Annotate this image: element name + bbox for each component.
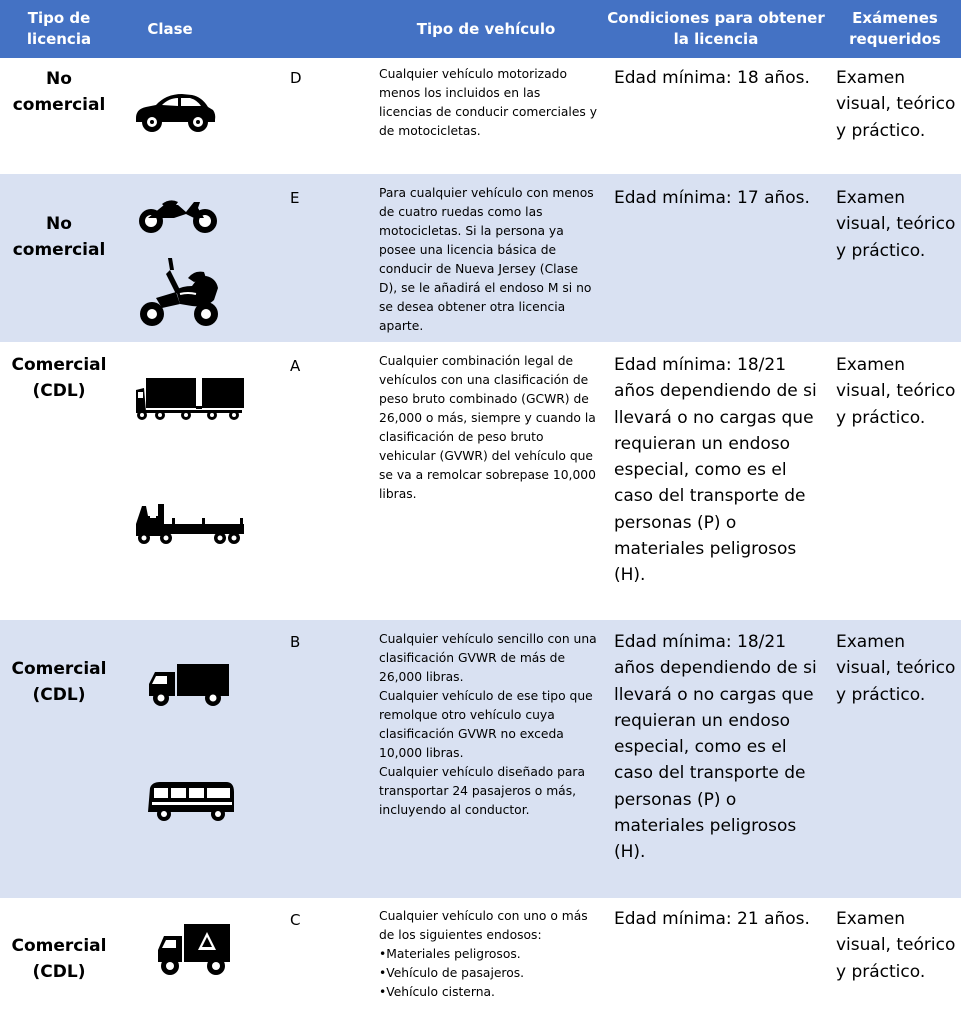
license-type: Comercial (CDL) <box>11 936 107 982</box>
conditions: Edad mínima: 18 años. <box>614 68 810 88</box>
hazmat-truck-icon <box>156 922 232 978</box>
header-examenes: Exámenes requeridos <box>849 9 941 48</box>
table-row <box>0 58 961 174</box>
header-tipo-licencia: Tipo de licencia <box>26 9 92 48</box>
conditions: Edad mínima: 17 años. <box>614 188 810 208</box>
list-item: •Vehículo cisterna. <box>379 985 495 999</box>
list-item: •Vehículo de pasajeros. <box>379 966 525 980</box>
license-type: Comercial (CDL) <box>11 355 107 401</box>
license-class: D <box>290 69 302 87</box>
exams: Examen visual, teórico y práctico. <box>836 355 956 428</box>
license-class: E <box>290 189 300 207</box>
vehicle-type: Para cualquier vehículo con menos de cuatro ruedas como las motocicletas. Si la persona ya posee una licencia básica de conducir de Nueva Jersey (Clase D), se le añadirá el endoso M si no se desea obtener otra licencia aparte. <box>379 186 594 333</box>
exams: Examen visual, teórico y práctico. <box>836 188 956 261</box>
vehicle-type-intro: Cualquier vehículo con uno o más de los siguientes endosos: <box>379 909 588 942</box>
bus-icon <box>146 780 236 826</box>
motorcycle-icon <box>136 196 220 234</box>
header-condiciones: Condiciones para obtener la licencia <box>607 9 825 48</box>
license-class: A <box>290 357 301 375</box>
conditions: Edad mínima: 18/21 años dependiendo de si llevará o no cargas que requieran un endoso especial, como es el caso del transporte de personas (P) o materiales peligrosos (H). <box>614 632 817 863</box>
vehicle-type: Cualquier combinación legal de vehículos con una clasificación de peso bruto combinado (GCWR) de 26,000 o más, siempre y cuando la clasificación de peso bruto vehicular (GVWR) del vehículo que se va a remolcar sobrepase 10,000 libras. <box>379 354 596 501</box>
header-clase: Clase <box>147 19 193 38</box>
conditions: Edad mínima: 21 años. <box>614 909 810 929</box>
flatbed-truck-icon <box>132 502 246 548</box>
table-row <box>0 174 961 342</box>
vehicle-type <box>379 907 597 1002</box>
license-type: Comercial (CDL) <box>11 659 107 705</box>
exams: Examen visual, teórico y práctico. <box>836 68 956 141</box>
table-row <box>0 342 961 620</box>
list-item: •Materiales peligrosos. <box>379 947 521 961</box>
license-class: C <box>290 911 301 929</box>
license-type: No comercial <box>12 69 106 115</box>
license-class: B <box>290 633 301 651</box>
exams: Examen visual, teórico y práctico. <box>836 632 956 705</box>
header-tipo-vehiculo: Tipo de vehículo <box>416 19 556 38</box>
conditions: Edad mínima: 18/21 años dependiendo de si llevará o no cargas que requieran un endoso especial, como es el caso del transporte de personas (P) o materiales peligrosos (H). <box>614 355 817 586</box>
vehicle-type: Cualquier vehículo sencillo con una clasificación GVWR de más de 26,000 libras. Cualquier vehículo de ese tipo que remolque otro vehículo cuya clasificación GVWR no exceda 10,000 libras. Cualquier vehículo diseñado para transportar 24 pasajeros o más, incluyendo al conductor. <box>379 632 597 817</box>
box-truck-icon <box>147 662 231 708</box>
car-icon <box>132 88 218 134</box>
vehicle-type: Cualquier vehículo motorizado menos los incluidos en las licencias de conducir comerciales y de motocicletas. <box>379 67 597 138</box>
table-row <box>0 620 961 898</box>
truck-trailer-icon <box>134 376 244 422</box>
table-row <box>0 898 961 1024</box>
exams: Examen visual, teórico y práctico. <box>836 909 956 982</box>
table-header <box>0 0 961 58</box>
license-type: No comercial <box>12 214 106 260</box>
scooter-icon <box>136 256 222 328</box>
